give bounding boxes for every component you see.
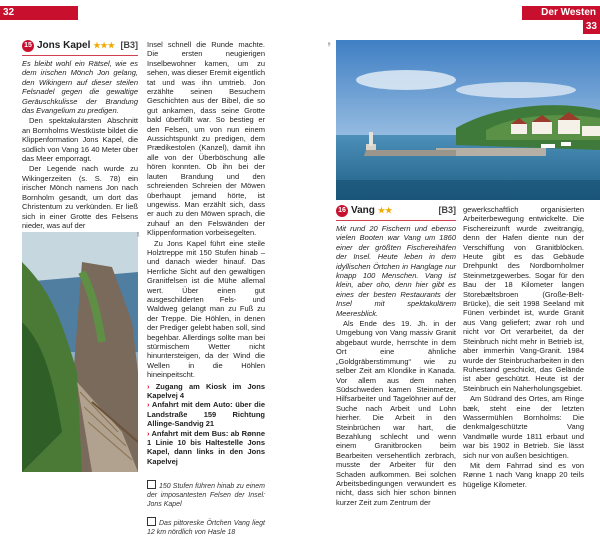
photo-credit-vang: db (327, 42, 332, 47)
jons-kapel-column-1 (22, 40, 138, 231)
stairs-photo-image (22, 232, 138, 472)
arrow-icon: › (147, 381, 150, 391)
map-grid-ref: [B3] (438, 205, 456, 216)
right-page (300, 0, 600, 508)
heading-divider (336, 220, 456, 221)
left-page-header (0, 6, 78, 32)
jons-kapel-paragraph-2: Der Legende nach wurde zu Wikingerzeiten (s. S. 78) ein irischer Mönch namens Jon nach Bornholm gesandt, um dort das Christentum zu verkünden. Er ließ sich in einer Grotte des Felsens nieder, was auf der (22, 164, 138, 230)
vang-col2-paragraph-3: Mit dem Fahrrad sind es von Rønne 1 nach Vang knapp 20 teils hügelige Kilometer. (463, 460, 584, 489)
jons-kapel-info-block (147, 382, 265, 467)
rating-stars: ★★★ (93, 41, 115, 51)
right-section-title: Der Westen (541, 7, 596, 18)
left-section-title: Der Westen (4, 21, 59, 32)
info-access: › Zugang am Kiosk im Jons Kapelvej 4 (147, 381, 265, 401)
photo-credit: mf (136, 232, 141, 237)
jons-kapel-paragraph-1: Den spektakulärsten Abschnitt an Bornholms Westküste bildet die Klippenformation Jons Kapel, die südlich von Vang 16 40 Meter über das Meer emporragt. (22, 116, 138, 164)
poi-number-badge: 15 (22, 40, 34, 52)
photo-caption-icon (147, 480, 156, 489)
right-page-number: 33 (583, 20, 600, 34)
jons-kapel-heading (22, 40, 138, 52)
vang-caption: Das pittoreske Örtchen Vang liegt 12 km nördlich von Hasle 18 (147, 517, 265, 537)
jons-kapel-intro: Es bleibt wohl ein Rätsel, wie es dem irischen Mönch Jon gelang, den Wikingern auf dieser steilen Felsnadel gegen die gewaltige Geräuschkulisse der Brandung das Evangelium zu predigen. (22, 59, 138, 116)
heading-divider (22, 55, 138, 56)
left-page-number: 32 (0, 6, 17, 20)
jons-kapel-title: Jons Kapel (37, 40, 91, 52)
rating-stars: ★★ (377, 206, 393, 216)
jons-kapel-stairs-photo (22, 232, 138, 472)
vang-paragraph-1: Als Ende des 19. Jh. in der Umgebung von Vang massiv Granit abgebaut wurde, herrschte in dem Ort eine ähnliche „Goldgräberstimmung“ wie zu selber Zeit am Klondike in Kanada. Vor allem aus dem nahen Südschweden kamen Steinmetze, Hilfsarbeiter und Tagelöhner auf der Suche nach Arbeit und Lohn hierher. Die Arbeit in den Steinbrüchen war hart, die Bezahlung schlecht und wenn einem Granitbrocken beim Bearbeiten versehentlich zerbrach, musste der Arbeiter für den Schaden aufkommen. Bei solchen Arbeitsbedingungen verwundert es nicht, dass sich hier schon binnen kurzer Zeit zum Zentrum der (336, 319, 456, 507)
info-bus: › Anfahrt mit dem Bus: ab Rønne 1 Linie 10 bis Haltestelle Jons Kapel, dann links in den Jons Kapelvej (147, 428, 265, 466)
photo-caption-icon (147, 517, 156, 526)
right-page-header (522, 6, 600, 32)
jons-kapel-col2-paragraph-2: Zu Jons Kapel führt eine steile Holztreppe mit 150 Stufen hinab – und danach wieder hinauf. Das Herrliche Sicht auf den gewaltigen Granitfelsen ist die Mühe allemal wert. Über einen gut ausgeschilderten Fels- und Waldweg gelangt man zu Fuß zu der Treppe. Die Höhlen, in denen der Prediger gelebt haben soll, sind begehbar. Allerdings sollte man bei stürmischem Wetter nicht hinuntersteigen, da der Wind die Wellen in die Höhlen hineinpeitscht. (147, 238, 265, 380)
vang-column-2 (463, 205, 584, 490)
poi-number-badge: 16 (336, 205, 348, 217)
vang-column-1 (336, 205, 456, 508)
vang-intro: Mit rund 20 Fischern und ebenso vielen Booten war Vang um 1860 einer der größten Fischereihäfen der Insel. Heute leben in dem idyllischen Örtchen in Hanglage nur knapp 100 Menschen. Vang ist klein, aber oho, denn hier gibt es eines der besten Restaurants der Insel mit spektakulärem Meeresblick. (336, 224, 456, 318)
map-grid-ref: [B3] (120, 40, 138, 51)
vang-title: Vang (351, 205, 375, 217)
jons-kapel-column-2 (147, 40, 265, 537)
arrow-icon: › (147, 400, 150, 410)
vang-harbor-photo (336, 40, 600, 200)
vang-col2-paragraph-1: gewerkschaftlich organisierten Arbeiterbewegung entwickelte. Die Fischereizunft wurde zweitrangig, denn der Hafen diente nun der Verschiffung von Granitblöcken. Heute gibt es das Gebäude Drehpunkt des Nordbornholmer Steinmetzgewerbes. Sogar für den Bau der 18 Kilometer langen Storebæltsbroen (Große-Belt-Brücke), die seit 1998 Seeland mit Fünen verbindet ist, wurde Granit aus Vang geliefert; zwar roh und nicht vor Ort verarbeitet, da der Steinbruch nicht mehr in Betrieb ist, aber immerhin Vang-Granit. 1984 wurde der Steinbrucharbeiten in den Ruhestand geschickt, das Gelände ist aber geschützt. Heute ist der Steinbruch ein Naherholungsgebiet. (463, 205, 584, 393)
vang-heading (336, 205, 456, 217)
info-car: › Anfahrt mit dem Auto: über die Landstraße 159 Richtung Allinge-Sandvig 21 (147, 400, 265, 429)
stairs-caption: 150 Stufen führen hinab zu einem der imposantesten Felsen der Insel: Jons Kapel (147, 480, 265, 509)
arrow-icon: › (147, 428, 150, 438)
vang-col2-paragraph-2: Am Südrand des Ortes, am Ringe bæk, steht eine der letzten Wassermühlen Bornholms: Die denkmalgeschützte Vang Vandmølle wurde 1811 erbaut und war bis 1902 in Betrieb. Sie lässt sich nur von außen besichtigen. (463, 394, 584, 460)
jons-kapel-col2-paragraph-1: Insel schnell die Runde machte. Die ersten neugierigen Inselbewohner kamen, um zu sehen, was dieser Eremit eigentlich tat und was ihn umtrieb. Jon erzählte seinen Besuchern Geschichten aus der Bibel, die so gut ankamen, dass seine Grotte bald überfüllt war. So bestieg er den Felsen, um von nun einem Aussichtspunkt zu predigen, dem Prædikestolen (Kanzel), damit ihn alle von der Überböschung alle hören konnten. Ob ihn bei der lauten Brandung und den schreienden Schreien der Möwen überhaupt jemand hörte, ist ungewiss. Man erzählt sich, dass er auch zu den Möwen sprach, die zuhauf an den Felswänden der Klippenformation vorbeisegelten. (147, 40, 265, 238)
vang-photo-image (336, 40, 600, 200)
